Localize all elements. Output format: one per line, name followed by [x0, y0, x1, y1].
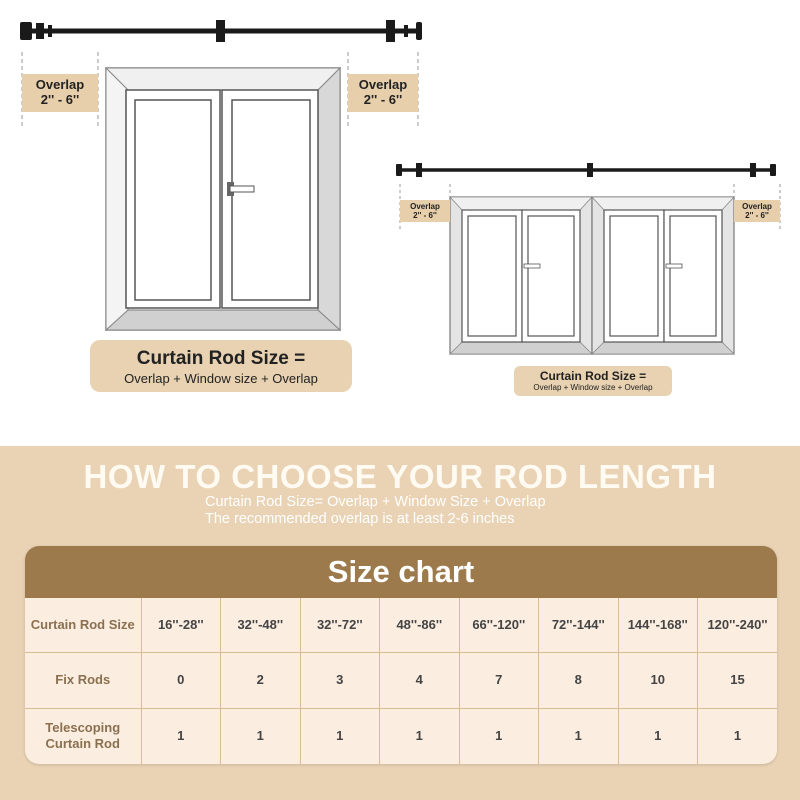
row-header: Curtain Rod Size — [25, 598, 141, 652]
row-header: Telescoping Curtain Rod — [25, 708, 141, 764]
size-cell: 66''-120'' — [459, 598, 539, 652]
fix-rods-cell: 10 — [618, 652, 698, 708]
formula-box-large — [90, 340, 352, 392]
size-cell: 48''-86'' — [380, 598, 460, 652]
telescoping-cell: 1 — [618, 708, 698, 764]
telescoping-cell: 1 — [380, 708, 460, 764]
fix-rods-cell: 3 — [300, 652, 380, 708]
guide-line-2: The recommended overlap is at least 2-6 inches — [205, 511, 515, 527]
size-chart — [25, 546, 777, 764]
fix-rods-cell: 7 — [459, 652, 539, 708]
overlap-range: 2'' - 6'' — [40, 92, 80, 107]
formula-title: Curtain Rod Size = — [539, 369, 647, 383]
size-cell: 16''-28'' — [141, 598, 221, 652]
overlap-title: Overlap — [410, 201, 440, 211]
guide-line-1: Curtain Rod Size= Overlap + Window Size + Overlap — [205, 494, 546, 510]
telescoping-cell: 1 — [459, 708, 539, 764]
double-window-illustration — [390, 150, 790, 360]
formula-text: Overlap + Window size + Overlap — [533, 383, 653, 392]
overlap-range: 2'' - 6'' — [363, 92, 403, 107]
curtain-rod-small — [396, 163, 776, 177]
guide-heading: HOW TO CHOOSE YOUR ROD LENGTH — [83, 458, 717, 495]
window-right-small — [592, 197, 734, 354]
overlap-title: Overlap — [35, 77, 85, 93]
overlap-right-label — [348, 74, 418, 112]
size-cell: 32''-48'' — [221, 598, 301, 652]
overlap-right-label-small — [734, 200, 780, 222]
telescoping-cell: 1 — [141, 708, 221, 764]
size-cell: 120''-240'' — [698, 598, 778, 652]
telescoping-cell: 1 — [539, 708, 619, 764]
fix-rods-cell: 0 — [141, 652, 221, 708]
telescoping-cell: 1 — [698, 708, 778, 764]
formula-box-small — [514, 366, 672, 396]
window-large — [106, 68, 340, 330]
overlap-range: 2'' - 6'' — [413, 211, 437, 220]
overlap-title: Overlap — [742, 201, 772, 211]
curtain-rod-large — [20, 20, 422, 42]
overlap-left-label — [22, 74, 98, 112]
size-chart-title: Size chart — [25, 546, 777, 598]
formula-text: Overlap + Window size + Overlap — [124, 371, 318, 386]
fix-rods-cell: 8 — [539, 652, 619, 708]
large-window-illustration — [0, 0, 440, 340]
telescoping-cell: 1 — [221, 708, 301, 764]
overlap-left-label-small — [400, 200, 450, 222]
telescoping-cell: 1 — [300, 708, 380, 764]
fix-rods-cell: 2 — [221, 652, 301, 708]
size-cell: 32''-72'' — [300, 598, 380, 652]
row-header: Fix Rods — [25, 652, 141, 708]
size-cell: 144''-168'' — [618, 598, 698, 652]
table-row — [25, 708, 777, 764]
overlap-range: 2'' - 6'' — [745, 211, 769, 220]
size-chart-table — [25, 598, 777, 764]
overlap-title: Overlap — [358, 77, 408, 93]
formula-title: Curtain Rod Size = — [136, 348, 306, 369]
fix-rods-cell: 4 — [380, 652, 460, 708]
window-left-small — [450, 197, 592, 354]
table-row — [25, 598, 777, 652]
table-row — [25, 652, 777, 708]
size-cell: 72''-144'' — [539, 598, 619, 652]
fix-rods-cell: 15 — [698, 652, 778, 708]
